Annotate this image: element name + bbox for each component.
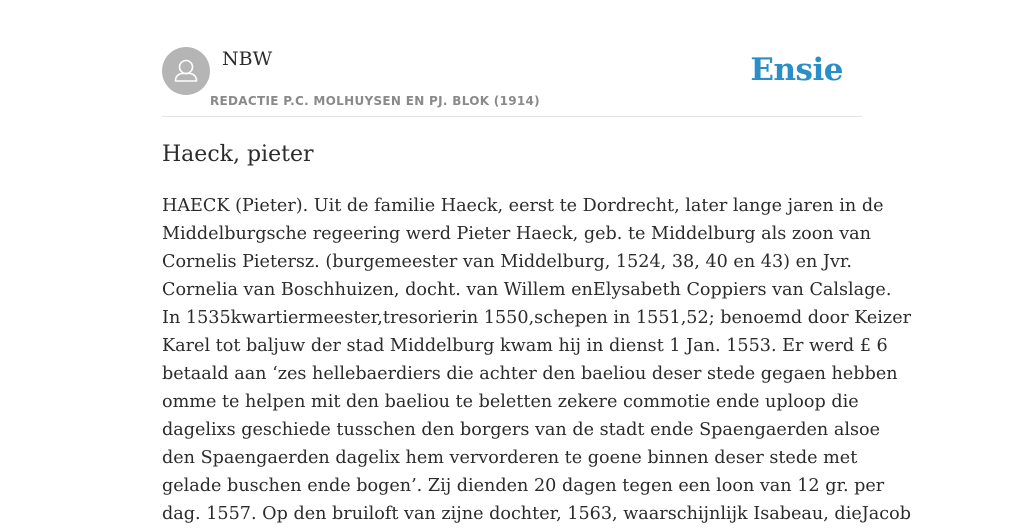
article-line: In 1535kwartiermeester,tresorierin 1550,schepen in 1551,52; benoemd door Keizer bbox=[162, 308, 912, 328]
page-title: Haeck, pieter bbox=[162, 142, 314, 167]
author-name[interactable]: NBW bbox=[222, 48, 273, 70]
article-line: gelade buschen ende bogen’. Zij dienden 20 dagen tegen een loon van 12 gr. per bbox=[162, 476, 885, 496]
article-line: Cornelia van Boschhuizen, docht. van Willem enElysabeth Coppiers van Calslage. bbox=[162, 280, 892, 300]
article-header bbox=[162, 46, 862, 117]
article-body bbox=[162, 192, 912, 528]
article-line: HAECK (Pieter). Uit de familie Haeck, eerst te Dordrecht, later lange jaren in de bbox=[162, 196, 884, 216]
article-line: Middelburgsche regeering werd Pieter Haeck, geb. te Middelburg als zoon van bbox=[162, 224, 871, 244]
article-line: dagelixs geschiede tusschen den borgers van de stadt ende Spaengaerden alsoe bbox=[162, 420, 880, 440]
author-avatar[interactable] bbox=[162, 47, 210, 95]
article-line: betaald aan ‘zes hellebaerdiers die achter den baeliou deser stede gegaen hebben bbox=[162, 364, 898, 384]
user-icon bbox=[162, 47, 210, 95]
article-line: Karel tot baljuw der stad Middelburg kwam hij in dienst 1 Jan. 1553. Er werd £ 6 bbox=[162, 336, 888, 356]
article-line: dag. 1557. Op den bruiloft van zijne dochter, 1563, waarschijnlijk Isabeau, dieJacob bbox=[162, 504, 911, 524]
site-logo[interactable]: Ensie bbox=[750, 52, 843, 88]
source-subtitle: REDACTIE P.C. MOLHUYSEN EN PJ. BLOK (1914) bbox=[210, 94, 540, 108]
article-line: Cornelis Pietersz. (burgemeester van Middelburg, 1524, 38, 40 en 43) en Jvr. bbox=[162, 252, 852, 272]
article-line: omme te helpen mit den baeliou te beletten zekere commotie ende uploop die bbox=[162, 392, 859, 412]
article-line: den Spaengaerden dagelix hem vervorderen te goene binnen deser stede met bbox=[162, 448, 858, 468]
